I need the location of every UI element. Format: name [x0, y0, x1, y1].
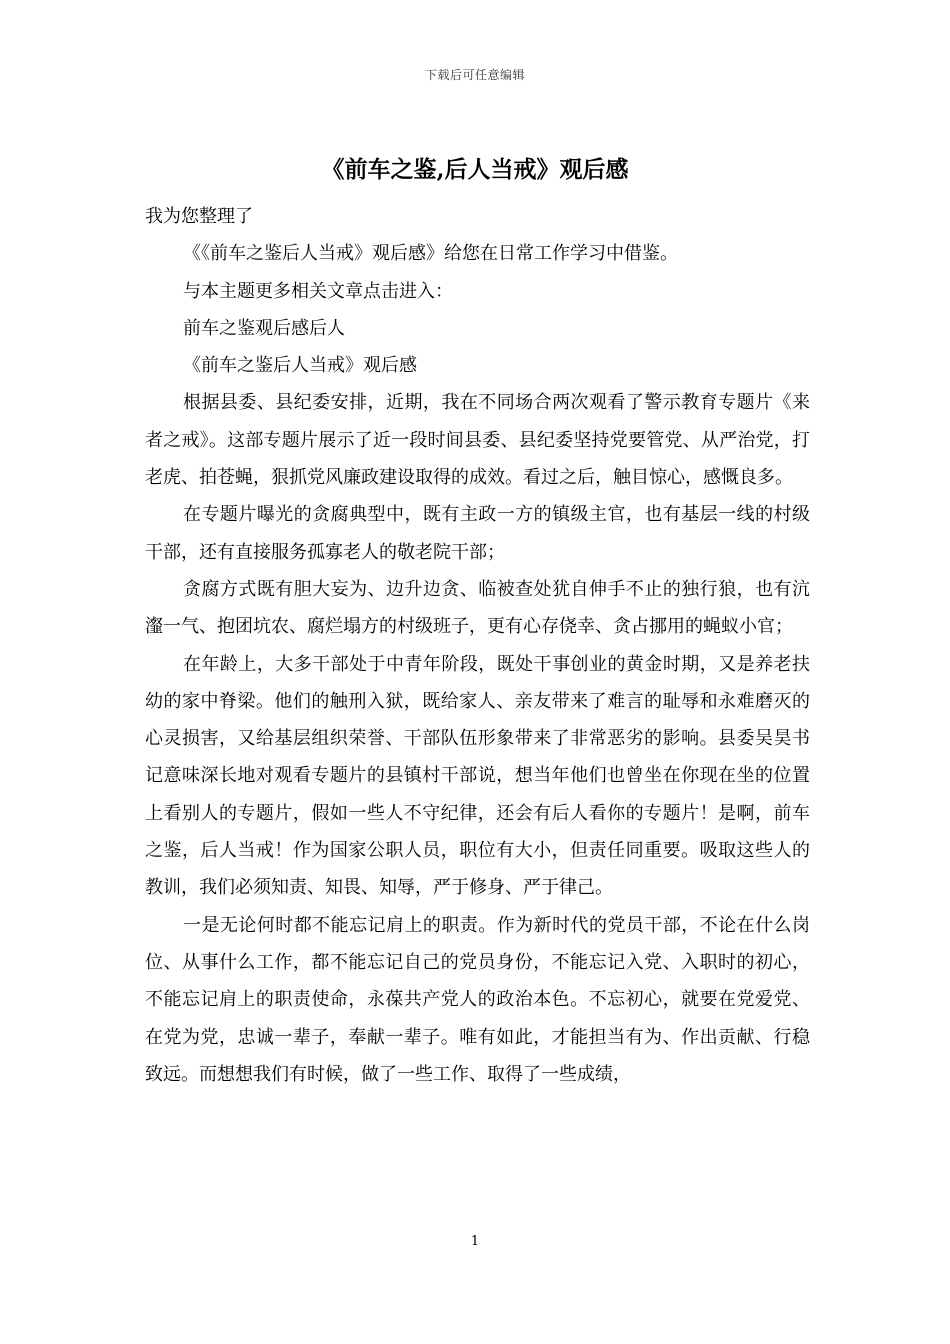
- body-paragraph: 《前车之鉴后人当戒》观后感: [183, 355, 417, 377]
- body-paragraph: 贪腐方式既有胆大妄为、边升边贪、临被查处犹自伸手不止的独行狼，也有沆瀣一气、抱团坑农、腐烂塌方的村级班子，更有心存侥幸、贪占挪用的蝇蚁小官；: [145, 578, 810, 638]
- body-paragraph: 一是无论何时都不能忘记肩上的职责。作为新时代的党员干部，不论在什么岗位、从事什么工作，都不能忘记自己的党员身份，不能忘记入党、入职时的初心，不能忘记肩上的职责使命，永葆共产党人的政治本色。不忘初心，就要在党爱党、在党为党，忠诚一辈子，奉献一辈子。唯有如此，才能担当有为、作出贡献、行稳致远。而想想我们有时候，做了一些工作、取得了一些成绩，: [145, 914, 810, 1085]
- page-number: 1: [470, 1234, 480, 1249]
- body-paragraph: 在专题片曝光的贪腐典型中，既有主政一方的镇级主官，也有基层一线的村级干部，还有直接服务孤寡老人的敬老院干部；: [145, 504, 810, 563]
- document-title: 《前车之鉴,后人当戒》观后感: [321, 156, 629, 183]
- body-paragraph: 在年龄上，大多干部处于中青年阶段，既处干事创业的黄金时期，又是养老扶幼的家中脊梁。他们的触刑入狱，既给家人、亲友带来了难言的耻辱和永难磨灭的心灵损害，又给基层组织荣誉、干部队伍形象带来了非常恶劣的影响。县委吴昊书记意味深长地对观看专题片的县镇村干部说，想当年他们也曾坐在你现在坐的位置上看别人的专题片，假如一些人不守纪律，还会有后人看你的专题片！是啊，前车之鉴，后人当戒！作为国家公职人员，职位有大小，但责任同重要。吸取这些人的教训，我们必须知责、知畏、知辱，严于修身、严于律己。: [145, 653, 810, 899]
- document-body: [145, 198, 810, 1093]
- body-paragraph: 前车之鉴观后感后人: [183, 317, 345, 339]
- body-paragraph: 根据县委、县纪委安排，近期，我在不同场合两次观看了警示教育专题片《来者之戒》。这部专题片展示了近一段时间县委、县纪委坚持党要管党、从严治党，打老虎、拍苍蝇，狠抓党风廉政建设取得的成效。看过之后，触目惊心，感慨良多。: [145, 392, 810, 489]
- body-paragraph: 与本主题更多相关文章点击进入：: [183, 280, 453, 302]
- body-paragraph: 《《前车之鉴后人当戒》观后感》给您在日常工作学习中借鉴。: [183, 243, 678, 265]
- header-note: 下载后可任意编辑: [424, 68, 525, 82]
- body-paragraph: 我为您整理了: [145, 206, 253, 227]
